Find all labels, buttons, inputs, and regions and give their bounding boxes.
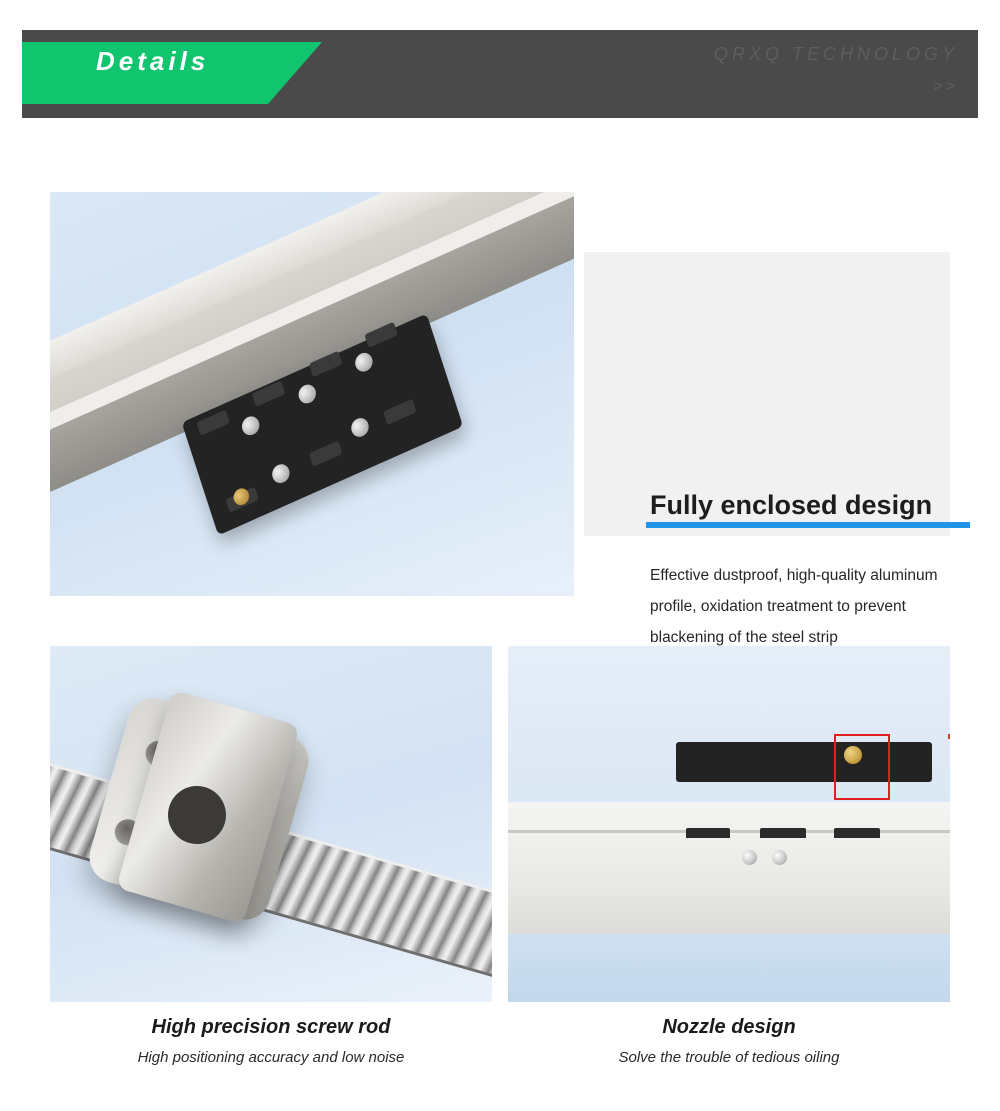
card-subtitle: High positioning accuracy and low noise (137, 1049, 405, 1066)
carriage-tab (834, 828, 880, 838)
screw-head (296, 382, 318, 407)
brand-text: QRXQ TECHNOLOGY (713, 44, 958, 64)
card-title: High precision screw rod (151, 1016, 391, 1038)
red-marker (948, 734, 950, 739)
photo-background-mid (508, 802, 950, 934)
screw-head (240, 414, 262, 439)
carriage-bar-shape (676, 742, 932, 782)
feature-block (50, 192, 950, 646)
linear-rail-photo (50, 192, 574, 596)
photo-background-bottom (508, 934, 950, 1002)
chevron-right-icon: >> (933, 78, 958, 95)
card-caption (508, 1002, 950, 1086)
carriage-tab (760, 828, 806, 838)
card-nozzle (508, 646, 950, 1086)
card-screw-rod (50, 646, 492, 1086)
carriage-nub (309, 441, 343, 467)
screw-head (349, 415, 371, 440)
carriage-nub (196, 410, 230, 436)
nozzle-photo (508, 646, 950, 1002)
card-subtitle: Solve the trouble of tedious oiling (618, 1049, 840, 1066)
feature-description: Effective dustproof, high-quality aluminum profile, oxidation treatment to prevent blackening of the steel strip (650, 567, 938, 646)
card-caption (50, 1002, 492, 1086)
screw-head (353, 350, 375, 375)
feature-title: Fully enclosed design (650, 490, 933, 520)
card-row (50, 646, 950, 1086)
screw-head (742, 850, 757, 865)
carriage-tab (686, 828, 730, 838)
header-bar (22, 30, 978, 118)
screw-head (772, 850, 787, 865)
screw-head (270, 461, 292, 486)
carriage-nub (383, 399, 417, 425)
highlight-box (834, 734, 890, 800)
feature-title-underline (646, 522, 970, 528)
card-title: Nozzle design (662, 1016, 796, 1038)
header-tag-label: Details (96, 46, 210, 76)
screw-rod-photo (50, 646, 492, 1002)
